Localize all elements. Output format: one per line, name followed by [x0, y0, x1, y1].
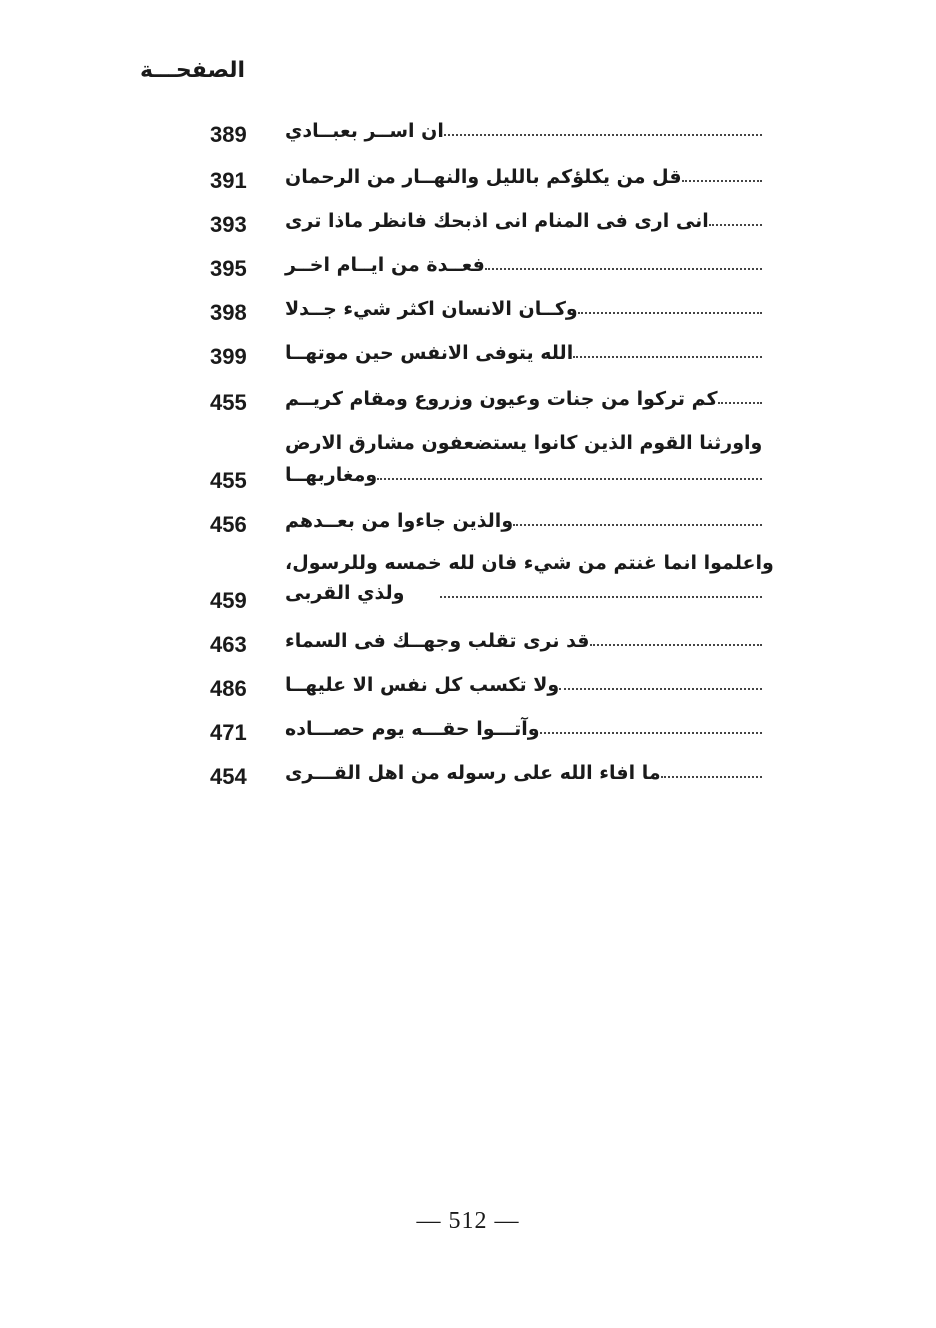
dot-leader — [709, 224, 762, 226]
toc-entry — [200, 252, 770, 282]
dot-leader — [682, 180, 762, 182]
toc-entry-title: قد نرى تقلب وجهــك فى السماء — [285, 630, 590, 652]
dot-leader — [540, 732, 762, 734]
dot-leader — [661, 776, 762, 778]
toc-entry-title: ان اســر بعبــادي — [285, 120, 444, 142]
toc-entry-title: ما افاء الله على رسوله من اهل القـــرى — [285, 762, 661, 784]
dot-leader — [573, 356, 762, 358]
toc-entry-title: وآتـــوا حقـــه يوم حصـــاده — [285, 718, 540, 740]
toc-entry — [200, 430, 770, 494]
toc-page-number: 454 — [210, 764, 247, 789]
toc-entry-title: انى ارى فى المنام انى اذبحك فانظر ماذا ترى — [285, 210, 709, 232]
toc-entry — [200, 386, 770, 416]
dot-leader — [513, 524, 762, 526]
toc-entry — [200, 508, 770, 538]
toc-page-number: 459 — [210, 588, 247, 613]
dot-leader — [377, 478, 762, 480]
toc-page-number: 471 — [210, 720, 247, 745]
toc-page-number: 456 — [210, 512, 247, 537]
toc-entry — [200, 672, 770, 702]
toc-entry — [200, 164, 770, 194]
toc-entry — [200, 760, 770, 790]
toc-page-number: 393 — [210, 212, 247, 237]
toc-entry-title-continued: ولذي القربى — [285, 582, 405, 604]
toc-entry-title: كم تركوا من جنات وعيون وزروع ومقام كريــم — [285, 388, 718, 410]
toc-page-number: 399 — [210, 344, 247, 369]
toc-entry — [200, 208, 770, 238]
toc-entry-title: الله يتوفى الانفس حين موتهــا — [285, 342, 574, 364]
toc-page-number: 389 — [210, 122, 247, 147]
dot-leader — [718, 402, 762, 404]
toc-entry-title: قل من يكلؤكم بالليل والنهــار من الرحمان — [285, 166, 682, 188]
dot-leader — [440, 596, 762, 598]
toc-entry-title: وكــان الانسان اكثر شيء جــدلا — [285, 298, 578, 320]
toc-entry-title: فعــدة من ايــام اخــر — [285, 254, 485, 276]
toc-entry-title: والذين جاءوا من بعــدهم — [285, 510, 514, 532]
toc-entry — [200, 296, 770, 326]
page-column-heading: الصفحـــة — [140, 58, 246, 83]
toc-page-number: 486 — [210, 676, 247, 701]
toc-entry — [200, 628, 770, 658]
toc-entry — [200, 118, 770, 148]
page-number-footer: — 512 — — [416, 1208, 520, 1234]
dot-leader — [578, 312, 762, 314]
toc-page-number: 463 — [210, 632, 247, 657]
toc-entry — [200, 550, 774, 614]
toc-entry — [200, 340, 770, 370]
toc-entry-title-continued: ومغاربهــا — [285, 464, 378, 486]
toc-page-number: 398 — [210, 300, 247, 325]
toc-page-number: 455 — [210, 390, 247, 415]
toc-entry — [200, 716, 770, 746]
toc-entry-title: ولا تكسب كل نفس الا عليهــا — [285, 674, 560, 696]
dot-leader — [590, 644, 763, 646]
toc-page-number: 395 — [210, 256, 247, 281]
toc-entry-title: واورثنا القوم الذين كانوا يستضعفون مشارق الارض — [285, 432, 763, 454]
toc-page-number: 455 — [210, 468, 247, 493]
dot-leader — [559, 688, 762, 690]
dot-leader — [444, 134, 762, 136]
toc-page-number: 391 — [210, 168, 247, 193]
toc-entry-title: واعلموا انما غنتم من شيء فان لله خمسه وللرسول، — [285, 552, 774, 574]
dot-leader — [485, 268, 762, 270]
